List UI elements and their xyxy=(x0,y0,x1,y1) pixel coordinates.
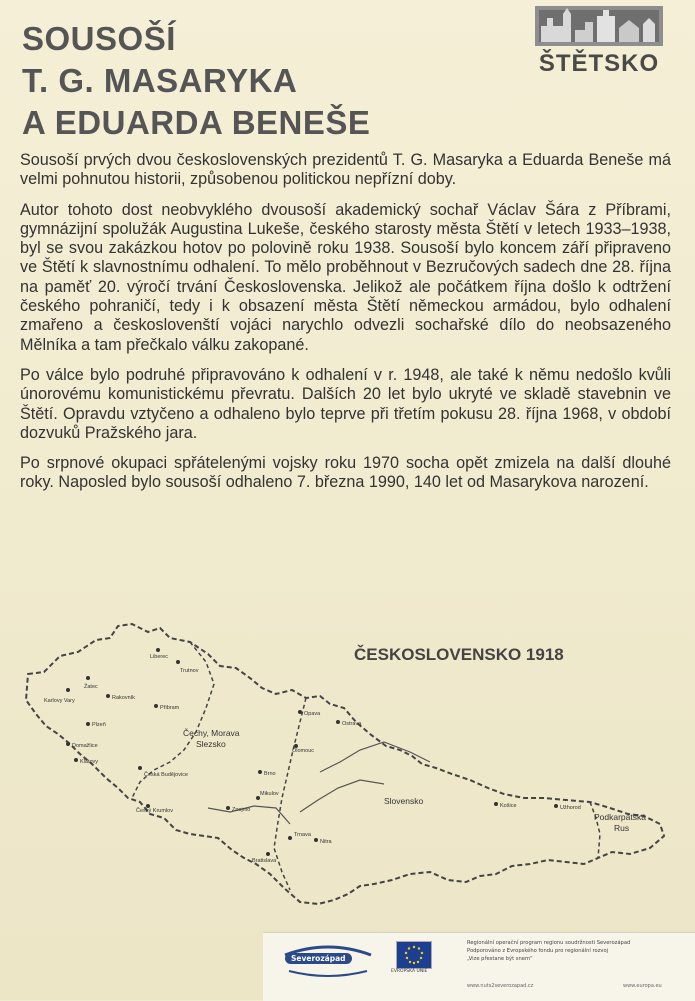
program-text xyxy=(467,940,692,963)
skyline-icon xyxy=(533,4,665,48)
city-bratislava: Bratislava xyxy=(252,858,277,864)
city-olomouc: Olomouc xyxy=(292,748,315,754)
city-rakovnik: Rakovník xyxy=(112,695,135,701)
map-title: ČESKOSLOVENSKO 1918 xyxy=(354,645,564,664)
paragraph-2: Autor tohoto dost neobvyklého dvousoší akademický sochař Václav Šára z Příbrami, gymnázijní spolužák Augustina Lukeše, českého starosty města Štětí v letech 1933–1938, byl se svou zakázkou hotov po polovině roku 1938. Sousoší bylo koncem září připraveno ve Štětí k slavnostnímu odhalení. To mělo proběhnout v Bezručových sadech dne 28. října na paměť 20. výročí trvání Československa. Jelikož ale počátkem října došlo k odtržení českého pohraničí, tedy i k obsazení města Štětí německou armádou, bylo odhalení zmařeno a českoslovenští vojáci narychlo odvezli sochařské dílo do neobsazeného Mělníka a tam přečkalo válku zakopané. xyxy=(20,200,671,354)
eu-flag-icon xyxy=(396,941,432,969)
page-title xyxy=(22,18,482,144)
city-pribram: Přibram xyxy=(160,705,180,711)
article-text xyxy=(20,151,671,504)
city-ostrava: Ostrava xyxy=(342,721,362,727)
program-line-2: Podporováno z Evropského fondu pro regionální rozvoj xyxy=(467,947,609,954)
stetsko-logo xyxy=(533,4,665,78)
paragraph-3: Po válce bylo podruhé připravováno k odhalení v r. 1948, ale také k němu nedošlo kvůli únorovému komunistickému převratu. Dalších 20 let bylo ukryté ve skladě stavebnin ve Štětí. Opravdu vztyčeno a odhaleno bylo teprve při třetím pokusu 28. října 1968, v období dozvuků Pražského jara. xyxy=(20,365,671,442)
region-cechy-line-2: Slezsko xyxy=(196,739,226,749)
city-ceske-budejovice: Česká Budějovice xyxy=(144,772,189,778)
city-brno: Brno xyxy=(264,771,276,777)
region-slovensko: Slovensko xyxy=(384,796,424,806)
city-liberec: Liberec xyxy=(150,654,169,660)
region-pr-line-2: Rus xyxy=(614,823,630,833)
slovakia-kr-border xyxy=(590,802,600,858)
country-border xyxy=(26,624,664,904)
city-kosice: Košice xyxy=(500,803,517,809)
city-domazlice: Domažlice xyxy=(72,743,98,749)
city-nitra: Nitra xyxy=(320,839,332,845)
title-line-2: T. G. MASARYKA xyxy=(22,62,298,99)
program-line-1: Regionální operační program regionu soudržnosti Severozápad xyxy=(467,940,631,946)
city-trnava: Trnava xyxy=(294,832,311,838)
paragraph-4: Po srpnové okupaci spřátelenými vojsky roku 1970 socha opět zmizela na další dlouhé roky. Naposled bylo sousoší odhaleno 7. března 1990, 140 let od Masarykova narození. xyxy=(20,454,671,492)
city-klatovy: Klatovy xyxy=(80,759,99,765)
city-mikulov: Mikulov xyxy=(260,791,279,797)
region-cechy-line-1: Čechy, Morava xyxy=(183,728,240,738)
moravia-slovakia-border xyxy=(274,698,306,890)
eu-label: EVROPSKÁ UNIE xyxy=(391,969,428,974)
paragraph-1: Sousoší prvých dvou československých prezidentů T. G. Masaryka a Eduarda Beneše má velmi pohnutou historii, způsobenou politickou nepřízní doby. xyxy=(20,151,671,189)
city-zatec: Žatec xyxy=(84,684,98,690)
title-line-3: A EDUARDA BENEŠE xyxy=(22,104,371,141)
region-pr-line-1: Podkarpatská xyxy=(594,812,646,822)
city-trutnov: Trutnov xyxy=(180,668,199,674)
sponsor-footer xyxy=(263,932,695,1001)
city-cesky-krumlov: Český Krumlov xyxy=(136,808,173,814)
region-podkarpatska xyxy=(594,812,648,833)
program-line-3: „Vize přestane být snem“ xyxy=(467,955,533,962)
city-uzhorod: Užhorod xyxy=(560,805,581,811)
url-europa[interactable]: www.europa.eu xyxy=(623,983,662,989)
czechoslovakia-map xyxy=(0,612,695,930)
city-opava: Opava xyxy=(304,711,321,717)
city-karlovy-vary: Karlovy Vary xyxy=(44,698,75,704)
river-line xyxy=(300,780,384,812)
severozapad-label: Severozápad xyxy=(285,953,352,964)
url-nuts2[interactable]: www.nuts2severozapad.cz xyxy=(467,983,534,989)
title-line-1: SOUSOŠÍ xyxy=(22,20,176,57)
logo-text: ŠTĚTSKO xyxy=(538,50,660,77)
city-plzen: Plzeň xyxy=(92,722,106,728)
city-znojmo: Znojmo xyxy=(232,807,251,813)
